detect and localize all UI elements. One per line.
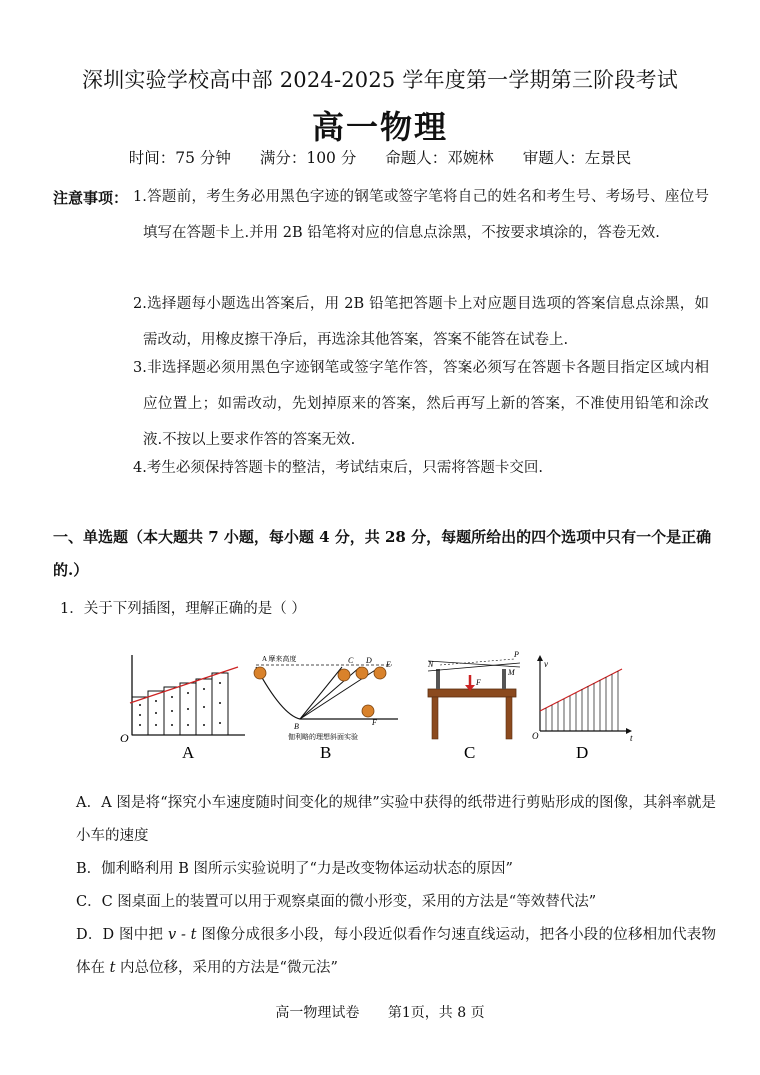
figure-d-origin: O <box>532 731 539 741</box>
figure-c-label-p: P <box>514 650 519 659</box>
figure-c-label: C <box>464 743 476 762</box>
notice-text: 答题前，考生务必用黑色字迹的钢笔或签字笔将自己的姓名和考生号、考场号、座位号填写在答题卡上.并用 2B 铅笔将对应的信息点涂黑，不按要求填涂的，答卷无效. <box>143 189 709 241</box>
notice-num: 3. <box>133 360 147 376</box>
figure-a-origin: O <box>120 731 129 745</box>
section-title: 一、单选题（本大题共 7 小题，每小题 4 分，共 28 分，每题所给出的四个选项中只有一个是正确的.） <box>53 528 712 579</box>
option-b: B．伽利略利用 B 图所示实验说明了“力是改变物体运动状态的原因” <box>76 861 513 877</box>
question-figures <box>110 645 650 765</box>
footer-subject: 高一物理试卷 <box>275 1005 360 1021</box>
figure-b-point-b: B <box>294 722 299 731</box>
subject-title: 高一物理 <box>311 108 448 146</box>
notice-item-2 <box>133 286 709 358</box>
option-d-t: t <box>109 960 116 976</box>
notice-item-3 <box>133 350 709 458</box>
figure-b <box>254 654 398 762</box>
exam-meta <box>0 146 760 168</box>
notice-text: 考生必须保持答题卡的整洁，考试结束后，只需将答题卡交回. <box>146 460 543 476</box>
notice-num: 4. <box>133 460 147 476</box>
footer-page: 第1页，共 8 页 <box>387 1005 485 1021</box>
option-d-post: 内总位移，采用的方法是“微元法” <box>115 960 338 976</box>
figure-b-point-c: C <box>348 656 354 665</box>
option-d-pre: D．D 图中把 <box>76 927 168 943</box>
figure-a-label: A <box>182 743 195 762</box>
option-a: A．A 图是将“探究小车速度随时间变化的规律”实验中获得的纸带进行剪贴形成的图像，其斜率就是小车的速度 <box>76 795 716 844</box>
figure-a <box>120 655 245 762</box>
figure-d-label: D <box>576 743 589 762</box>
exam-score: 满分：100 分 <box>259 149 357 167</box>
option-d-vt: v - t <box>167 927 197 943</box>
figure-c-label-m: M <box>508 668 515 677</box>
figure-d <box>532 655 633 762</box>
figure-b-top-text: A 摩来高度 <box>262 655 297 663</box>
figure-d-axis-v: v <box>544 659 548 669</box>
notice-item-4 <box>133 450 709 486</box>
option-c: C．C 图桌面上的装置可以用于观察桌面的微小形变，采用的方法是“等效替代法” <box>76 894 597 910</box>
exam-author: 命题人：邓婉林 <box>385 149 494 167</box>
figure-b-point-f: F <box>372 718 377 727</box>
figure-c-label-n: N <box>428 660 434 669</box>
figure-b-point-e: E <box>386 660 391 669</box>
figure-b-label: B <box>320 743 332 762</box>
notice-num: 1. <box>133 189 147 205</box>
notice-label: 注意事项： <box>53 189 129 207</box>
page-footer <box>0 1002 760 1022</box>
notice-num: 2. <box>133 296 147 312</box>
figure-b-caption: 伽利略的理想斜面实验 <box>288 733 358 741</box>
figure-d-axis-t: t <box>630 733 633 743</box>
exam-time: 时间：75 分钟 <box>128 149 231 167</box>
notice-text: 非选择题必须用黑色字迹钢笔或签字笔作答，答案必须写在答题卡各题目指定区域内相应位置上；如需改动，先划掉原来的答案，然后再写上新的答案，不准使用铅笔和涂改液.不按以上要求作答的答案无效. <box>143 360 709 448</box>
figure-b-point-d: D <box>366 656 372 665</box>
notice-item-1 <box>133 179 709 251</box>
exam-title: 深圳实验学校高中部 2024-2025 学年度第一学期第三阶段考试 <box>82 68 678 92</box>
notice-text: 选择题每小题选出答案后，用 2B 铅笔把答题卡上对应题目选项的答案信息点涂黑，如需改动，用橡皮擦干净后，再选涂其他答案，答案不能答在试卷上. <box>143 296 709 348</box>
question-stem: 1．关于下列插图，理解正确的是（ ） <box>60 601 306 617</box>
figure-c-label-f: F <box>476 678 481 687</box>
option-d-mid: 图像分成很多小段，每小段近似看作匀速直线运动，把各小段的位移相加代表物体在 <box>76 927 716 976</box>
exam-reviewer: 审题人：左景民 <box>522 149 632 167</box>
figure-c <box>427 650 520 762</box>
option-d <box>76 919 716 985</box>
